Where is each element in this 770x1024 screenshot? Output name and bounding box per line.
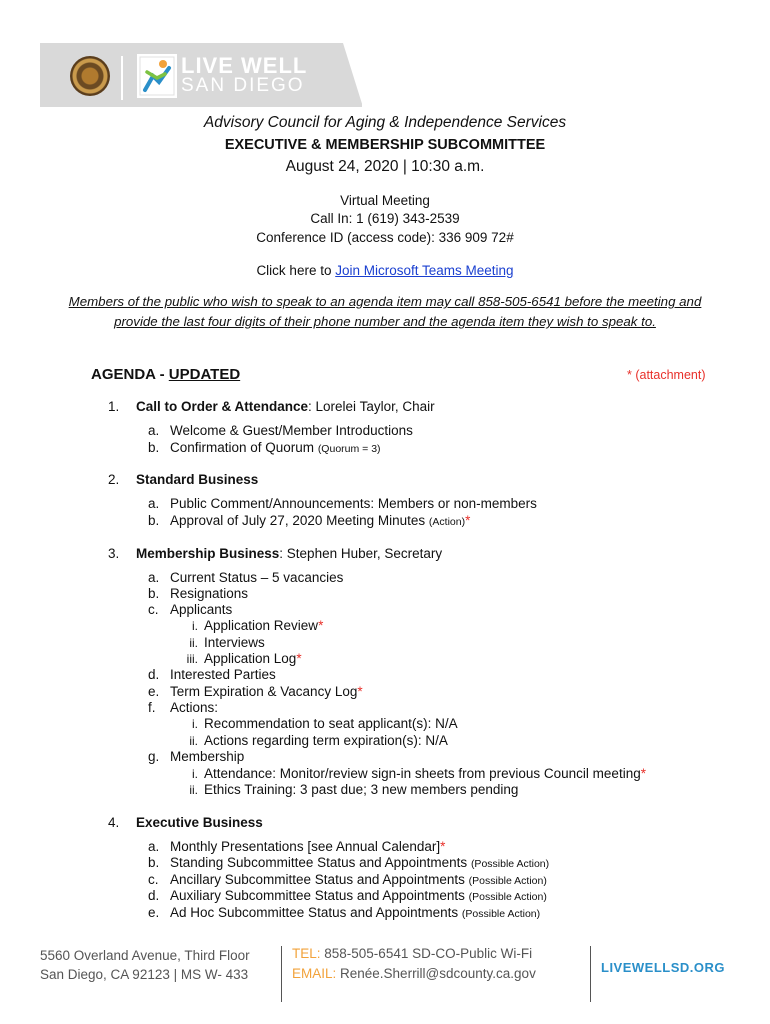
- item-title: Membership Business: [136, 546, 280, 561]
- list-item-text: Monthly Presentations [see Annual Calendar]: [170, 839, 441, 854]
- item-title: Executive Business: [136, 815, 263, 830]
- list-marker: a.: [148, 423, 160, 438]
- agenda-heading-prefix: AGENDA -: [91, 366, 169, 383]
- footer-website-link[interactable]: LIVEWELLSD.ORG: [601, 960, 725, 975]
- list-item: [148, 700, 218, 717]
- list-item: [148, 749, 244, 766]
- list-item-note: (Possible Action): [468, 875, 547, 887]
- list-item-text: Confirmation of Quorum: [170, 440, 318, 455]
- org-name: Advisory Council for Aging & Independence Services: [203, 114, 567, 131]
- list-item-text: Ancillary Subcommittee Status and Appointments: [170, 872, 469, 887]
- list-marker: d.: [148, 888, 160, 903]
- item-title: Call to Order & Attendance: [136, 399, 309, 414]
- list-item-text: Welcome & Guest/Member Introductions: [170, 423, 413, 438]
- attachment-asterisk: *: [296, 651, 302, 666]
- list-item: [170, 716, 458, 733]
- list-marker: b.: [148, 440, 160, 455]
- list-item-note: (Possible Action): [461, 908, 541, 920]
- conference-id: Conference ID (access code): 336 909 72#: [256, 230, 514, 245]
- list-marker: e.: [148, 905, 160, 920]
- footer-telephone: [292, 946, 532, 961]
- teams-link-line: [0, 263, 770, 278]
- list-item-text: Ethics Training: 3 past due; 3 new members pending: [204, 782, 519, 797]
- item-number: 2.: [108, 472, 120, 487]
- list-item: [148, 905, 540, 923]
- list-item: [170, 635, 265, 652]
- list-item-text: Term Expiration & Vacancy Log: [170, 684, 358, 699]
- attachment-asterisk: *: [640, 766, 646, 781]
- list-marker: ii.: [189, 636, 198, 650]
- list-item-text: Actions regarding term expiration(s): N/A: [204, 733, 448, 748]
- footer-address-line2: San Diego, CA 92123 | MS W- 433: [40, 967, 249, 982]
- list-marker: a.: [148, 570, 160, 585]
- tel-label: TEL:: [292, 946, 321, 961]
- public-comment-notice-line1: Members of the public who wish to speak to an agenda item may call 858-505-6541 before the meeting and: [68, 294, 702, 309]
- list-item: [148, 888, 547, 906]
- tel-value: 858-505-6541 SD-CO-Public Wi-Fi: [320, 946, 533, 961]
- footer-divider: [590, 946, 591, 1002]
- public-comment-notice-line2: provide the last four digits of their phone number and the agenda item they wish to speak to.: [114, 314, 656, 329]
- agenda-item-membership-business: [136, 546, 442, 561]
- live-well-logo-icon: [137, 54, 177, 98]
- list-marker: c.: [148, 602, 159, 617]
- list-item: [148, 570, 343, 587]
- committee-title: EXECUTIVE & MEMBERSHIP SUBCOMMITTEE: [224, 137, 546, 153]
- item-title: Standard Business: [136, 472, 259, 487]
- footer-divider: [281, 946, 282, 1002]
- list-item-text: Attendance: Monitor/review sign-in sheets from previous Council meeting: [204, 766, 641, 781]
- list-item: [148, 855, 549, 873]
- list-item: [148, 839, 445, 856]
- list-item-text: Approval of July 27, 2020 Meeting Minutes: [170, 513, 429, 528]
- list-item-text: Standing Subcommittee Status and Appointments: [170, 855, 471, 870]
- list-item-text: Actions:: [170, 700, 219, 715]
- logo-text-san-diego: SAN DIEGO: [181, 75, 305, 96]
- email-value[interactable]: Renée.Sherrill@sdcounty.ca.gov: [336, 966, 536, 981]
- list-item-text: Interested Parties: [170, 667, 276, 682]
- list-item-text: Application Review: [204, 618, 319, 633]
- list-item: [148, 684, 363, 701]
- list-marker: a.: [148, 839, 160, 854]
- county-seal-icon: [70, 56, 110, 96]
- list-marker: f.: [148, 700, 156, 715]
- list-item-text: Recommendation to seat applicant(s): N/A: [204, 716, 458, 731]
- attachment-asterisk: *: [318, 618, 324, 633]
- list-marker: e.: [148, 684, 160, 699]
- agenda-heading-updated: UPDATED: [168, 366, 241, 383]
- list-marker: d.: [148, 667, 160, 682]
- list-marker: g.: [148, 749, 160, 764]
- agenda-item-call-to-order: [136, 399, 435, 414]
- agenda-heading: [91, 366, 240, 383]
- meeting-type: Virtual Meeting: [340, 193, 430, 208]
- teams-meeting-link[interactable]: Join Microsoft Teams Meeting: [335, 263, 514, 278]
- call-in-number: Call In: 1 (619) 343-2539: [310, 211, 460, 226]
- list-item-note: (Possible Action): [470, 858, 550, 870]
- attachment-asterisk: *: [465, 513, 471, 528]
- list-marker: i.: [192, 619, 198, 633]
- logo-text-live-well: LIVE WELL: [181, 53, 308, 78]
- list-marker: iii.: [186, 652, 198, 666]
- item-number: 4.: [108, 815, 120, 830]
- list-item: [170, 782, 518, 799]
- list-item-note: (Quorum = 3): [317, 443, 381, 455]
- list-marker: i.: [192, 717, 198, 731]
- list-item: [148, 586, 248, 603]
- list-marker: ii.: [189, 734, 198, 748]
- list-item-text: Ad Hoc Subcommittee Status and Appointments: [170, 905, 462, 920]
- list-item: [148, 667, 276, 684]
- email-label: EMAIL:: [292, 966, 337, 981]
- list-item-text: Auxiliary Subcommittee Status and Appointments: [170, 888, 469, 903]
- list-item-text: Membership: [170, 749, 245, 764]
- list-marker: a.: [148, 496, 160, 511]
- list-marker: c.: [148, 872, 159, 887]
- agenda-item-executive-business: [136, 815, 263, 830]
- item-suffix: : Lorelei Taylor, Chair: [308, 399, 435, 414]
- list-item: [170, 651, 302, 668]
- list-item-text: Interviews: [204, 635, 265, 650]
- list-marker: i.: [192, 767, 198, 781]
- item-number: 1.: [108, 399, 120, 414]
- meeting-date: August 24, 2020 | 10:30 a.m.: [285, 158, 485, 175]
- attachment-asterisk: *: [440, 839, 446, 854]
- item-suffix: : Stephen Huber, Secretary: [279, 546, 443, 561]
- list-marker: b.: [148, 513, 160, 528]
- list-item-text: Current Status – 5 vacancies: [170, 570, 344, 585]
- footer-email: [292, 966, 536, 981]
- item-number: 3.: [108, 546, 120, 561]
- list-item: [148, 440, 381, 458]
- list-item: [148, 513, 470, 531]
- list-marker: b.: [148, 855, 160, 870]
- footer-address-line1: 5560 Overland Avenue, Third Floor: [40, 948, 250, 963]
- list-item-note: (Possible Action): [468, 891, 547, 903]
- list-item-text: Applicants: [170, 602, 233, 617]
- list-item-text: Application Log: [204, 651, 297, 666]
- list-item: [148, 872, 547, 890]
- list-item: [170, 618, 323, 635]
- list-item-note: (Action): [428, 516, 466, 528]
- list-item: [170, 733, 448, 750]
- click-here-text: Click here to: [256, 263, 336, 278]
- list-item: [148, 496, 537, 513]
- list-item: [148, 423, 413, 440]
- list-marker: b.: [148, 586, 160, 601]
- list-marker: ii.: [189, 783, 198, 797]
- list-item: [170, 766, 646, 783]
- list-item-text: Resignations: [170, 586, 249, 601]
- list-item-text: Public Comment/Announcements: Members or non-members: [170, 496, 537, 511]
- agenda-item-standard-business: [136, 472, 258, 487]
- logo-divider: [121, 56, 123, 100]
- attachment-asterisk: *: [357, 684, 363, 699]
- attachment-legend: * (attachment): [627, 368, 706, 382]
- list-item: [148, 602, 232, 619]
